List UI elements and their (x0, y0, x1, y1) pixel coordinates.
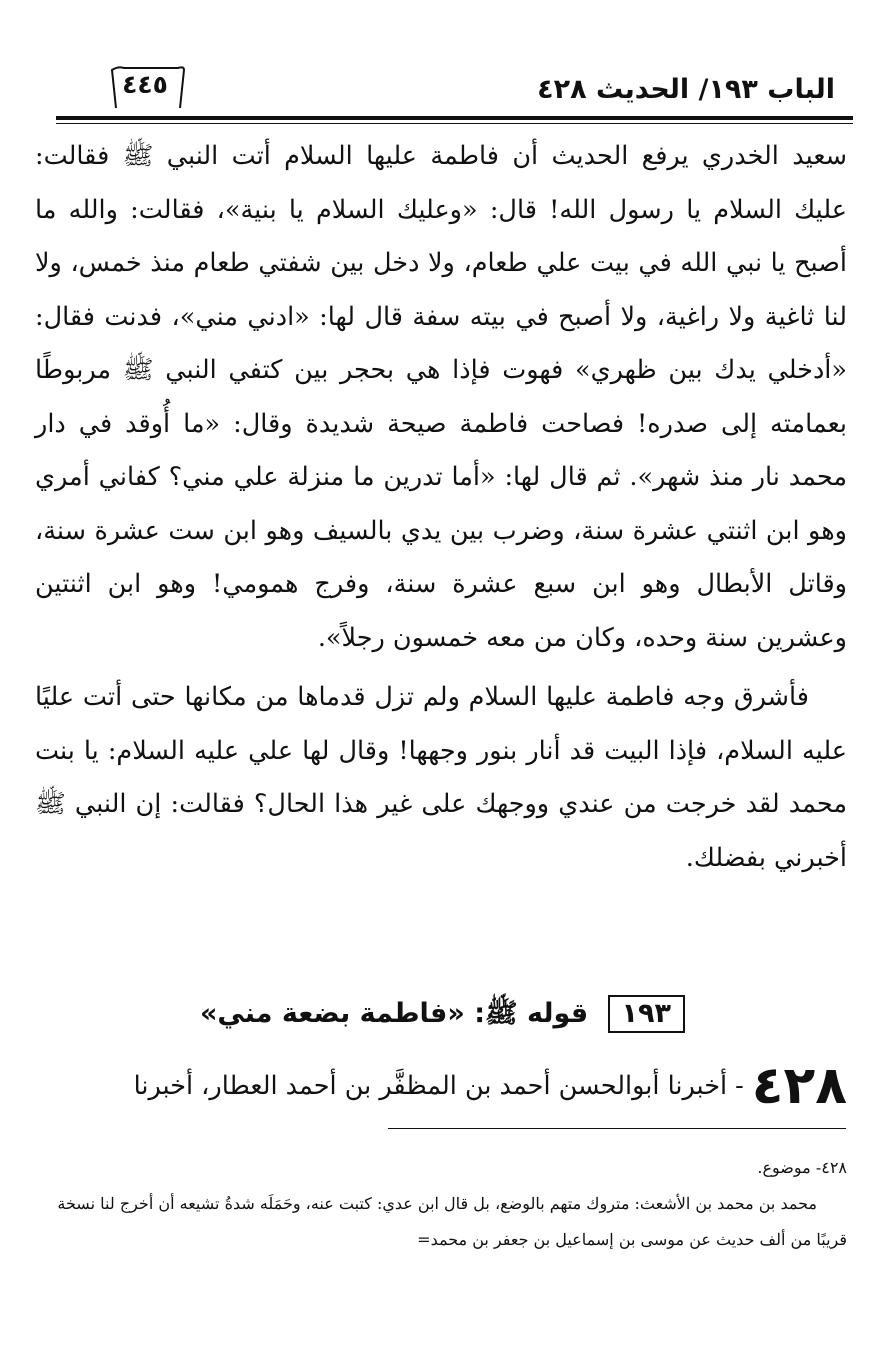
paragraph: سعيد الخدري يرفع الحديث أن فاطمة عليها السلام أتت النبي ﷺ فقالت: عليك السلام يا رسول الله! قال: «وعليك السلام يا بنية»، فقالت: والله ما أصبح يا نبي الله في بيت علي طعام، ولا دخل بين شفتي طعام منذ خمس، ولا لنا ثاغية ولا راغية، ولا أصبح في بيته سفة قال لها: «ادني مني»، فدنت فقال: «أدخلي يدك بين ظهري» فهوت فإذا هي بحجر بين كتفي النبي ﷺ مربوطًا بعمامته إلى صدره! فصاحت فاطمة صيحة شديدة وقال: «ما أُوقد في دار محمد نار منذ شهر». ثم قال لها: «أما تدرين ما منزلة علي مني؟ كفاني أمري وهو ابن اثنتي عشرة سنة، وضرب بين يدي بالسيف وهو ابن ست عشرة سنة، وقاتل الأبطال وهو ابن سبع عشرة سنة، وفرج همومي! وهو ابن اثنتين وعشرين سنة وحده، وكان من معه خمسون رجلاً». (35, 141, 847, 653)
footnote-line: ٤٢٨- موضوع. (757, 1158, 847, 1177)
chapter-number: ١٩٣ (608, 995, 685, 1033)
header-rule-thin (56, 123, 853, 124)
paragraph: فأشرق وجه فاطمة عليها السلام ولم تزل قدماها من مكانها حتى أتت عليًا عليه السلام، فإذا البيت قد أنار بنور وجهها! وقال لها علي عليه السلام: يا بنت محمد لقد خرجت من عندي ووجهك على غير هذا الحال؟ فقالت: إن النبي ﷺ أخبرني بفضلك. (35, 682, 847, 873)
chapter-title: قوله ﷺ: «فاطمة بضعة مني» (199, 998, 589, 1029)
page-header-title: الباب ١٩٣/ الحديث ٤٢٨ (537, 74, 835, 105)
hadith-number: ٤٢٨ (751, 1056, 847, 1116)
main-text (35, 130, 847, 885)
chapter-heading (0, 995, 885, 1036)
hadith-opening (35, 1056, 847, 1116)
header-rule (56, 116, 853, 120)
footnote-line: محمد بن محمد بن الأشعث: متروك متهم بالوضع، بل قال ابن عدي: كتبت عنه، وحَمَلَه شدةُ تشيعه أن أخرج لنا نسخة قريبًا من ألف حديث عن موسى بن إسماعيل بن جعفر بن محمد= (57, 1194, 847, 1249)
page-number: ٤٤٥ (122, 70, 168, 99)
hadith-text: - أخبرنا أبوالحسن أحمد بن المظفَّر بن أحمد العطار، أخبرنا (133, 1071, 744, 1101)
footnote-separator (388, 1128, 846, 1129)
footnotes (35, 1150, 847, 1258)
